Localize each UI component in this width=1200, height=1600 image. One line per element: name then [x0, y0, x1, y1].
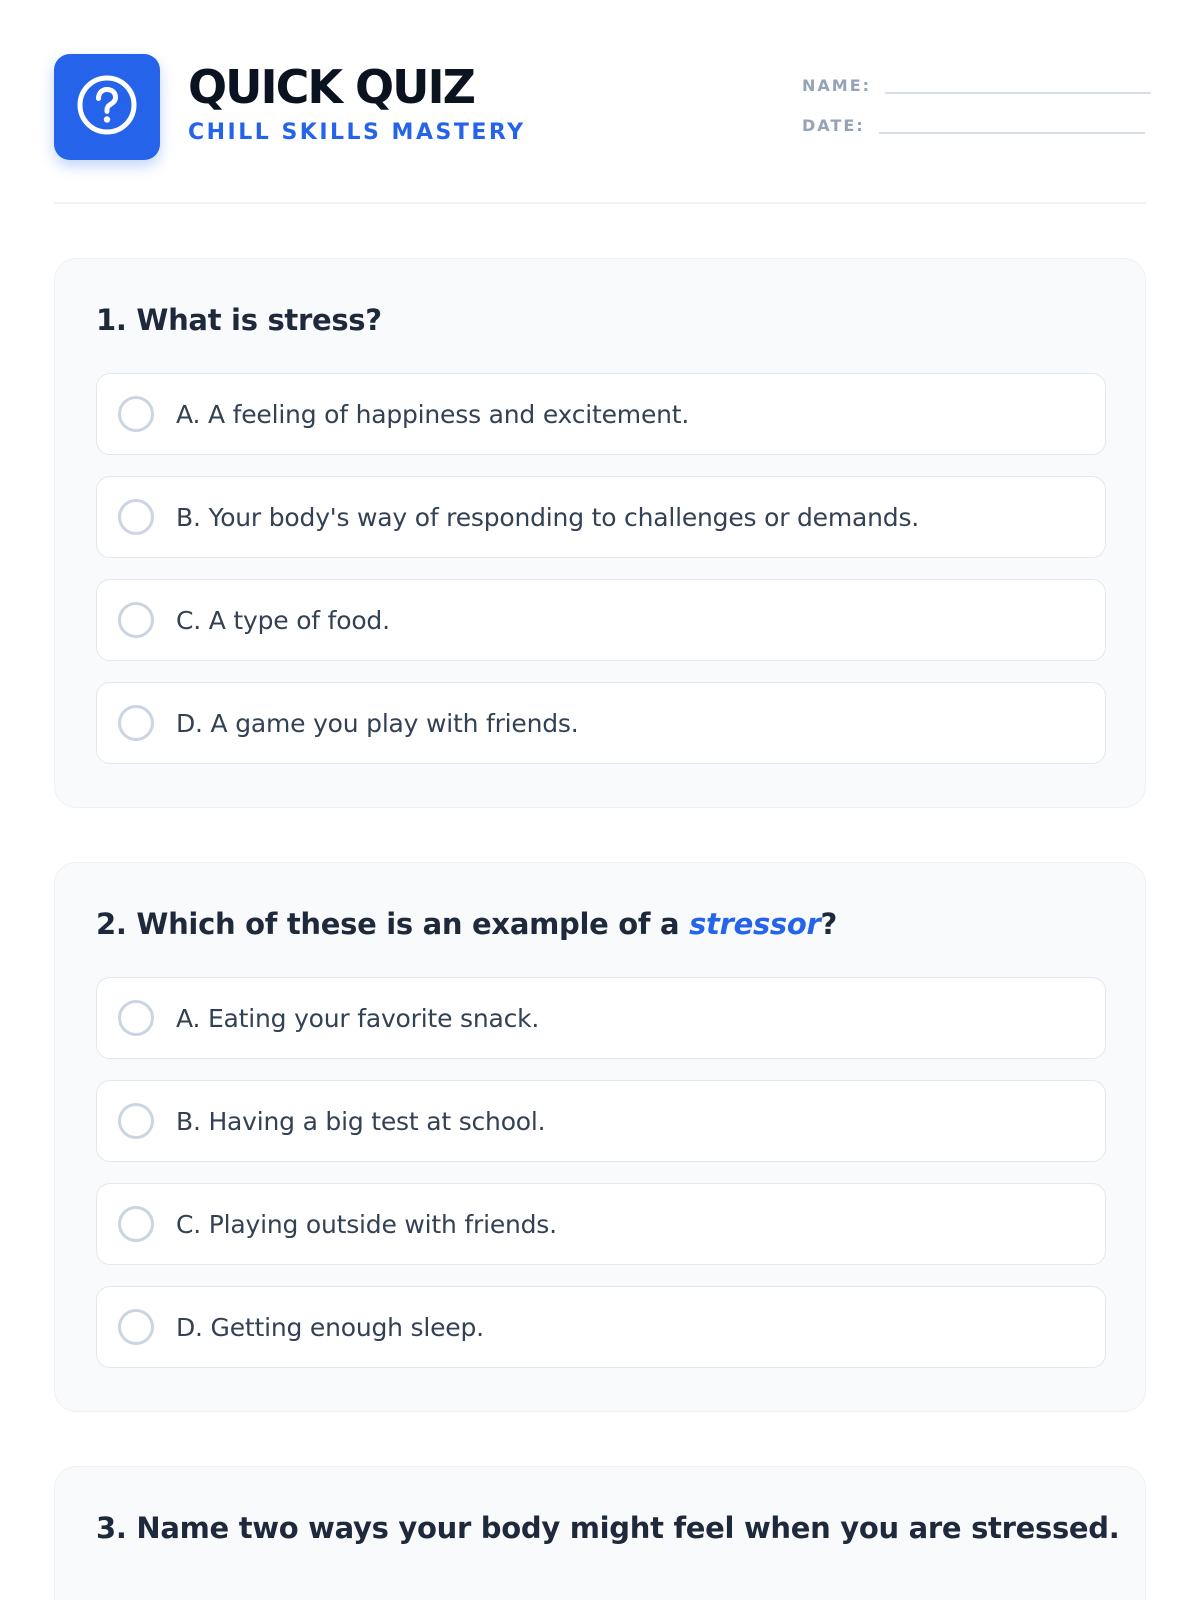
option-text: A. Eating your favorite snack.: [176, 1003, 540, 1033]
question-title-3: 3. Name two ways your body might feel when you are stressed.: [96, 1511, 1120, 1545]
question-title-1: 1. What is stress?: [96, 303, 382, 337]
option-1a[interactable]: [96, 373, 1106, 455]
name-line[interactable]: [885, 76, 1151, 94]
logo-badge: [54, 54, 160, 160]
option-text: D. A game you play with friends.: [176, 708, 579, 738]
option-2d[interactable]: [96, 1286, 1106, 1368]
options-list-1: [96, 373, 1106, 785]
option-text: B. Having a big test at school.: [176, 1106, 546, 1136]
radio-button[interactable]: [118, 499, 154, 535]
stressor-term: stressor: [689, 907, 821, 941]
options-list-2: [96, 977, 1106, 1389]
question-title-2-prefix: 2. Which of these is an example of a: [96, 907, 690, 941]
radio-button[interactable]: [118, 1103, 154, 1139]
date-field-row: [802, 116, 1145, 134]
quiz-header: [54, 54, 1146, 204]
question-card-3: [54, 1466, 1146, 1600]
quiz-title: QUICK QUIZ: [188, 60, 474, 114]
question-title-2-suffix: ?: [820, 907, 838, 941]
option-2c[interactable]: [96, 1183, 1106, 1265]
radio-button[interactable]: [118, 1206, 154, 1242]
radio-button[interactable]: [118, 396, 154, 432]
option-1d[interactable]: [96, 682, 1106, 764]
radio-button[interactable]: [118, 1000, 154, 1036]
question-card-1: [54, 258, 1146, 808]
name-label: NAME:: [802, 76, 872, 95]
question-circle-icon: [76, 74, 138, 141]
question-card-2: [54, 862, 1146, 1412]
option-text: B. Your body's way of responding to challenges or demands.: [176, 502, 920, 532]
option-2b[interactable]: [96, 1080, 1106, 1162]
radio-button[interactable]: [118, 602, 154, 638]
option-text: C. Playing outside with friends.: [176, 1209, 557, 1239]
option-2a[interactable]: [96, 977, 1106, 1059]
option-text: C. A type of food.: [176, 605, 390, 635]
question-title-2: [96, 909, 837, 941]
radio-button[interactable]: [118, 705, 154, 741]
option-1c[interactable]: [96, 579, 1106, 661]
option-text: A. A feeling of happiness and excitement.: [176, 399, 690, 429]
radio-button[interactable]: [118, 1309, 154, 1345]
date-line[interactable]: [879, 116, 1145, 134]
option-text: D. Getting enough sleep.: [176, 1312, 484, 1342]
date-label: DATE:: [802, 116, 865, 135]
name-field-row: [802, 76, 1151, 94]
option-1b[interactable]: [96, 476, 1106, 558]
quiz-subtitle: CHILL SKILLS MASTERY: [188, 120, 526, 145]
